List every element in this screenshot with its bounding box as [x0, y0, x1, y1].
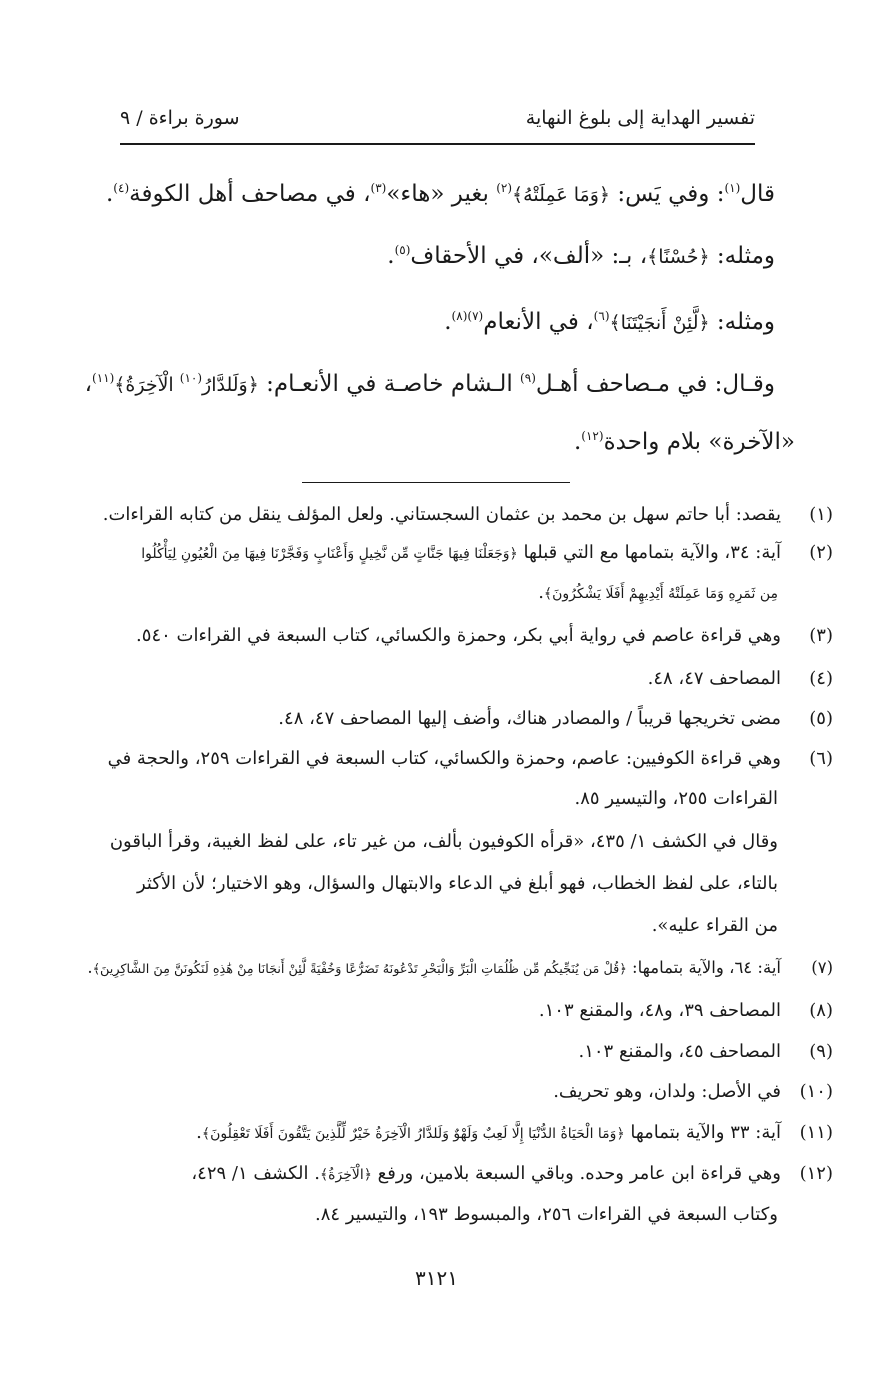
footnote-text: المصاحف ٤٥، والمقنع ١٠٣.	[578, 1041, 781, 1062]
text: .	[87, 958, 93, 977]
text: ومثله:	[709, 243, 775, 269]
footnote-number: (٣)	[809, 625, 833, 646]
body-line-2	[387, 242, 775, 271]
text: .	[444, 309, 452, 335]
footnote-continuation: وقال في الكشف ١/ ٤٣٥، «قرأه الكوفيون بألف، من غير تاء، على لفظ الغيبة، وقرأ الباقون	[109, 831, 778, 852]
footnote-ref: (٧)(٨)	[451, 309, 484, 323]
quran-quote: ﴿وَجَعَلْنَا فِيهَا جَنَّاتٍ مِّن نَّخِيلٍ وَأَعْنَابٍ وَفَجَّرْنَا فِيهَا مِنَ الْعُيُونِ لِيَأْكُلُوا	[141, 546, 518, 562]
footnote-ref: (٢)	[496, 181, 513, 195]
footnote	[196, 1121, 833, 1146]
footnote	[108, 747, 833, 771]
footnote-number: (٨)	[809, 1000, 833, 1021]
text: «الآخرة» بلام واحدة	[603, 429, 795, 455]
footnote-ref: (٣)	[370, 181, 387, 195]
footnote-number: (٥)	[809, 708, 833, 729]
footnote	[136, 624, 833, 648]
footnote	[578, 1040, 833, 1064]
footnote	[103, 503, 833, 527]
text: ، في الأنعام	[483, 309, 594, 335]
footnote	[539, 999, 833, 1023]
footnote-text: آية: ٣٣ والآية بتمامها	[624, 1122, 781, 1143]
footnote	[191, 1162, 833, 1187]
footnote-number: (٧)	[811, 958, 833, 977]
footnote-text: في الأصل: ولدان، وهو تحريف.	[553, 1081, 781, 1102]
footnote-number: (١)	[809, 504, 833, 525]
footnote-text: وهي قراءة ابن عامر وحده. وباقي السبعة بلامين، ورفع	[371, 1163, 781, 1184]
body-line-3	[444, 308, 775, 337]
footnote-text: وهي قراءة الكوفيين: عاصم، وحمزة والكسائي، كتاب السبعة في القراءات ٢٥٩، والحجة في	[107, 748, 781, 769]
footnote-ref: (٥)	[394, 243, 411, 257]
footnote-text: آية: ٦٤، والآية بتمامها:	[626, 958, 781, 977]
quran-quote: ﴿لَّئِنْ أَنجَيْتَنَا﴾	[609, 312, 710, 334]
text: : وفي يَس:	[610, 181, 725, 207]
footnote-continuation: القراءات ٢٥٥، والتيسير ٨٥.	[574, 788, 778, 809]
body-line-1	[106, 180, 775, 209]
book-title: تفسير الهداية إلى بلوغ النهاية	[525, 107, 755, 129]
footnote-text: يقصد: أبا حاتم سهل بن محمد بن عثمان السجستاني. ولعل المؤلف ينقل من كتابه القراءات.	[102, 504, 781, 525]
quran-quote: مِن ثَمَرِهِ وَمَا عَمِلَتْهُ أَيْدِيهِمْ أَفَلَا يَشْكُرُونَ﴾	[543, 586, 778, 602]
text: وقـال: في مـصاحف أهـل	[535, 371, 775, 397]
footnote-ref: (٤)	[113, 181, 130, 195]
footnote-text: المصاحف ٤٧، ٤٨.	[647, 668, 781, 689]
footnote-ref: (١١)	[92, 371, 115, 385]
footnote-ref: (٩)	[520, 371, 536, 385]
body-line-5	[574, 428, 795, 456]
footnote-text: مضى تخريجها قريباً / والمصادر هناك، وأضف إليها المصاحف ٤٧، ٤٨.	[278, 708, 781, 729]
footnote-number: (١٠)	[799, 1081, 833, 1102]
quran-quote: ﴿حُسْنًا﴾	[647, 246, 710, 268]
footnote	[87, 956, 833, 982]
text: . الكشف ١/ ٤٢٩،	[191, 1163, 320, 1184]
footnote-text: المصاحف ٣٩، و٤٨، والمقنع ١٠٣.	[538, 1000, 781, 1021]
footnote-ref: (٦)	[593, 309, 610, 323]
text: .	[105, 181, 114, 207]
footnote-text: آية: ٣٤، والآية بتمامها مع التي قبلها	[517, 542, 781, 563]
page-number: ٣١٢١	[415, 1266, 458, 1290]
quran-quote: الْآخِرَةُ﴾	[114, 374, 180, 396]
footnote-ref: (١)	[724, 181, 741, 195]
footnote-number: (٤)	[809, 668, 833, 689]
footnote-number: (٢)	[809, 542, 833, 563]
footnote-number: (٦)	[809, 748, 833, 769]
footnote-text: وهي قراءة عاصم في رواية أبي بكر، وحمزة والكسائي، كتاب السبعة في القراءات ٥٤٠.	[136, 625, 781, 646]
footnote-number: (١٢)	[799, 1163, 833, 1184]
text: .	[573, 429, 582, 455]
text: ،	[84, 371, 93, 397]
quran-quote: ﴿وَلَلدَّارُ	[202, 374, 259, 396]
surah-label: سورة براءة / ٩	[120, 107, 240, 129]
footnote-ref: (١٢)	[581, 429, 604, 443]
footnote-continuation: بالتاء، على لفظ الخطاب، فهو أبلغ في الدعاء والابتهال والسؤال، وهو الاختيار؛ لأن الأكثر	[136, 873, 778, 894]
quran-quote: ﴿الْآخِرَةُ﴾	[319, 1167, 372, 1183]
footnote-continuation: من القراء عليه».	[651, 915, 778, 936]
quran-quote: ﴿قُلْ مَن يُنَجِّيكُم مِّن ظُلُمَاتِ الْبَرِّ وَالْبَحْرِ تَدْعُونَهُ تَضَرُّعًا وَخُفْيَةً لَّئِنْ أَنجَانَا مِنْ هَٰذِهِ لَنَكُونَنَّ مِنَ الشَّاكِرِينَ﴾	[92, 962, 627, 977]
footnote	[141, 541, 833, 566]
header-rule	[120, 143, 755, 145]
text: بغير «هاء»	[386, 181, 497, 207]
text: ومثله:	[709, 309, 775, 335]
text: .	[538, 582, 544, 603]
footnote	[278, 707, 833, 731]
text: ، بـ: «ألف»، في الأحقاف	[410, 243, 648, 269]
text: .	[196, 1122, 202, 1143]
body-line-4	[85, 370, 775, 399]
footnote-number: (١١)	[799, 1122, 833, 1143]
footnote-continuation: وكتاب السبعة في القراءات ٢٥٦، والمبسوط ١٩٣، والتيسير ٨٤.	[315, 1204, 778, 1225]
footnote-separator	[302, 482, 570, 483]
text: قال	[740, 181, 775, 207]
footnote	[553, 1080, 833, 1104]
text: ، في مصاحف أهل الكوفة	[129, 181, 371, 207]
quran-quote: ﴿وَمَا عَمِلَتْهُ﴾	[512, 184, 611, 206]
footnote-ref: (١٠)	[179, 371, 203, 385]
footnote	[648, 667, 833, 691]
text: الـشام خاصـة في الأنعـام:	[258, 371, 521, 397]
footnote-number: (٩)	[809, 1041, 833, 1062]
footnote-continuation	[538, 581, 778, 606]
text: .	[387, 243, 395, 269]
quran-quote: ﴿وَمَا الْحَيَاةُ الدُّنْيَا إِلَّا لَعِبٌ وَلَهْوٌ وَلَلدَّارُ الْآخِرَةُ خَيْرٌ لِّلَّذِينَ يَتَّقُونَ أَفَلَا تَعْقِلُونَ﴾	[201, 1126, 625, 1142]
